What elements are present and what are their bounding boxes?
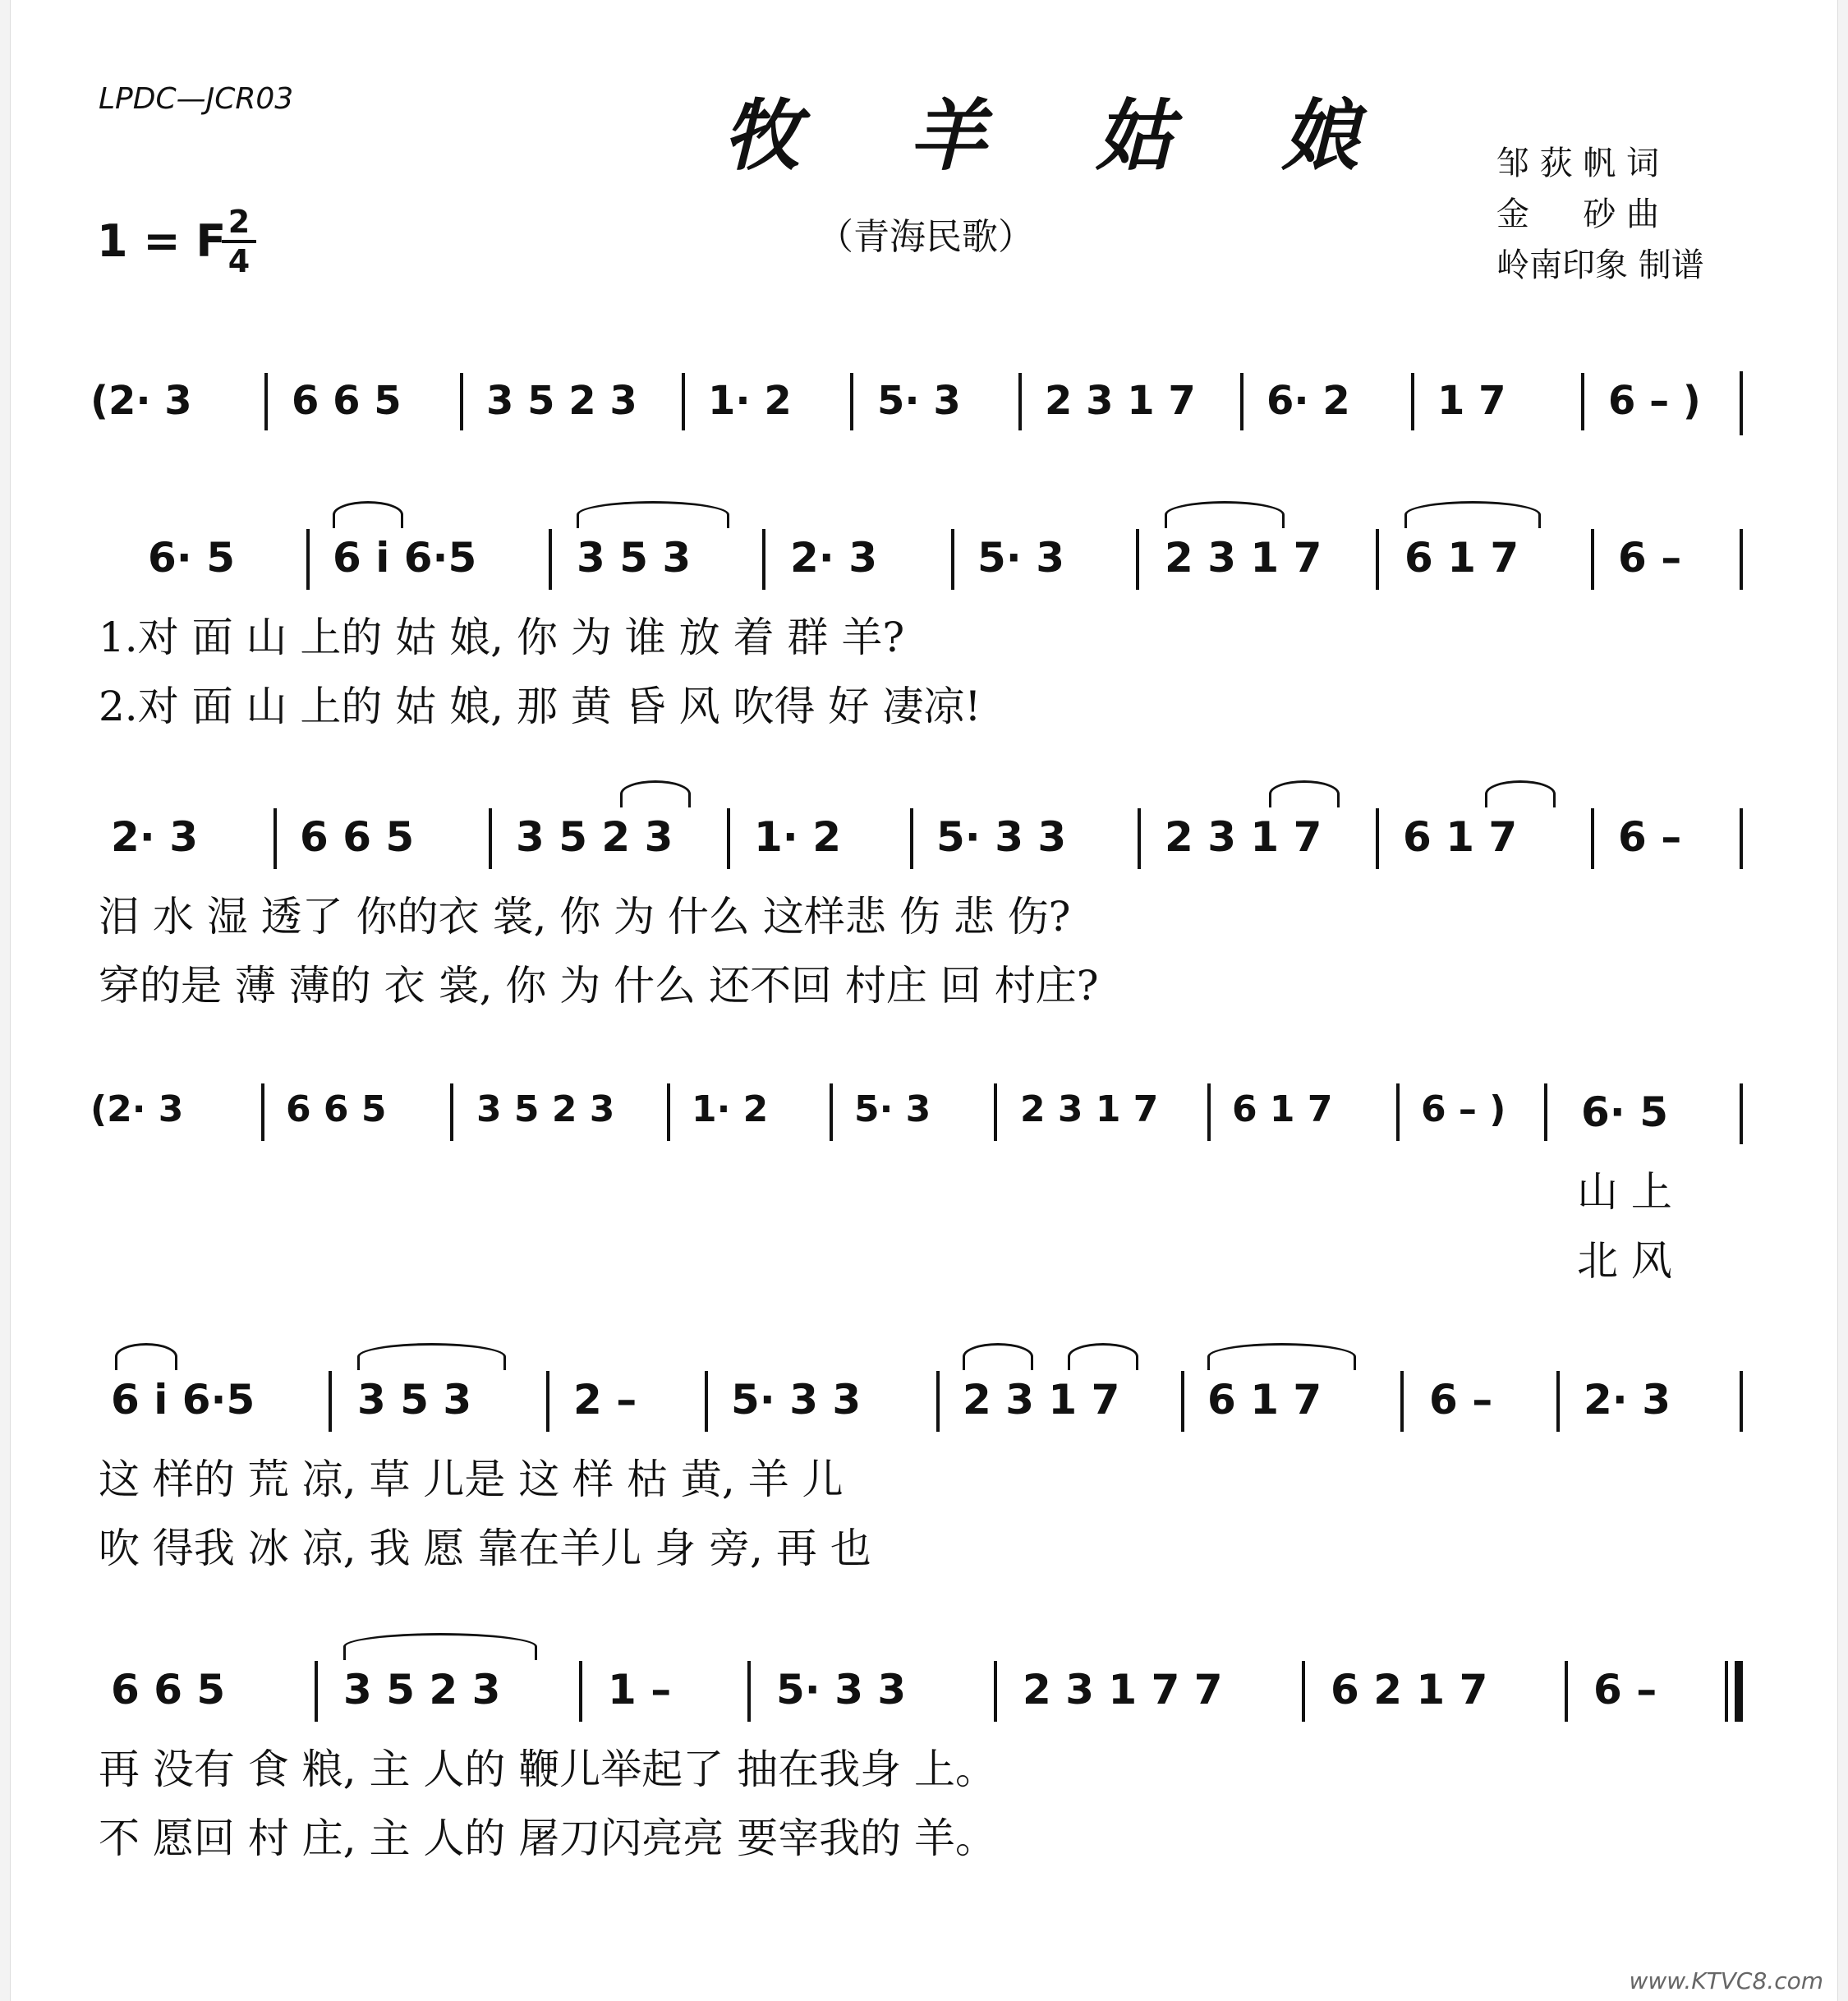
measure: 6· 5 (148, 534, 235, 582)
measure: 6 – (1593, 1666, 1657, 1714)
meter-bottom: 4 (228, 243, 251, 279)
measure: 6 1 7 (1403, 813, 1518, 861)
slur (1068, 1343, 1138, 1370)
final-barline-thin (1725, 1661, 1728, 1722)
credit-composer: 金 砂 曲 (1496, 196, 1660, 233)
measure: 6 6 5 (292, 378, 402, 424)
measure: 3 5 2 3 (516, 813, 673, 861)
measure: 3 5 2 3 (486, 378, 637, 424)
measure: 1· 2 (692, 1088, 769, 1130)
bar-line (264, 373, 268, 430)
left-edge-strip (0, 0, 11, 2001)
meter-top: 2 (228, 204, 251, 240)
bar-line (727, 808, 730, 869)
measure: 6 6 5 (286, 1088, 387, 1130)
slur (1165, 501, 1285, 528)
measure: 6· 5 (1581, 1088, 1668, 1136)
slur (1207, 1343, 1356, 1370)
slur (343, 1633, 537, 1660)
slur (357, 1343, 506, 1370)
measure: 2 3 1 7 7 (1023, 1666, 1223, 1714)
bar-line (450, 1083, 453, 1141)
lyrics-verse-1: 泪 水 湿 透了 你的衣 裳, 你 为 什么 这样悲 伤 悲 伤? (99, 893, 1071, 941)
bar-line (1376, 529, 1379, 590)
lyrics-verse-2: 吹 得我 冰 凉, 我 愿 靠在羊儿 身 旁, 再 也 (99, 1525, 871, 1572)
lyrics-verse-1: 再 没有 食 粮, 主 人的 鞭儿举起了 抽在我身 上。 (99, 1746, 997, 1793)
bar-line (546, 1371, 549, 1432)
bar-line (1591, 529, 1594, 590)
bar-line (274, 808, 277, 869)
bar-line (830, 1083, 833, 1141)
measure: 1 7 (1437, 378, 1506, 424)
bar-line (747, 1661, 751, 1722)
bar-line (1181, 1371, 1184, 1432)
measure: 6 i 6·5 (333, 534, 477, 582)
system-end-bar (1740, 529, 1743, 590)
bar-line (1302, 1661, 1305, 1722)
measure: 3 5 2 3 (476, 1088, 615, 1130)
measure: 6· 2 (1266, 378, 1350, 424)
bar-line (1376, 808, 1379, 869)
final-barline-thick (1735, 1661, 1743, 1722)
lyrics-verse-1: 这 样的 荒 凉, 草 儿是 这 样 枯 黄, 羊 儿 (99, 1456, 844, 1503)
bar-line (667, 1083, 670, 1141)
key-signature: 1 = F (97, 215, 227, 267)
bar-line (994, 1661, 997, 1722)
bar-line (910, 808, 913, 869)
measure: 6 – ) (1608, 378, 1701, 424)
measure: 5· 3 3 (936, 813, 1067, 861)
song-subtitle: （青海民歌） (817, 216, 1034, 258)
slur (1485, 780, 1556, 807)
bar-line (1565, 1661, 1568, 1722)
measure: 6 – (1618, 813, 1682, 861)
bar-line (549, 529, 552, 590)
measure: 1· 2 (708, 378, 792, 424)
measure: (2· 3 (90, 378, 192, 424)
measure: 1· 2 (754, 813, 841, 861)
measure: 6 – ) (1421, 1088, 1506, 1130)
bar-line (705, 1371, 708, 1432)
credit-transcriber: 岭南印象 制谱 (1496, 246, 1704, 284)
measure: 6 – (1429, 1376, 1493, 1424)
bar-line (1240, 373, 1243, 430)
watermark: www.KTVC8.com (1629, 1967, 1823, 1994)
slur (620, 780, 691, 807)
bar-line (1138, 808, 1141, 869)
catalog-number: LPDC—JCR03 (99, 82, 294, 116)
measure: 2 3 1 7 (1165, 813, 1322, 861)
bar-line (579, 1661, 582, 1722)
bar-line (951, 529, 954, 590)
bar-line (994, 1083, 997, 1141)
measure: 5· 3 (877, 378, 961, 424)
bar-line (1207, 1083, 1211, 1141)
measure: 6 6 5 (111, 1666, 226, 1714)
bar-line (936, 1371, 940, 1432)
measure: 2 3 1 7 (1020, 1088, 1159, 1130)
bar-line (1411, 373, 1414, 430)
bar-line (762, 529, 765, 590)
lyrics-verse-2: 2.对 面 山 上的 姑 娘, 那 黄 昏 风 吹得 好 凄凉! (99, 683, 981, 730)
bar-line (682, 373, 685, 430)
measure: 6 i 6·5 (111, 1376, 255, 1424)
measure: 6 – (1618, 534, 1682, 582)
credit-lyricist: 邹 荻 帆 词 (1496, 145, 1660, 182)
measure: 2 3 1 7 (963, 1376, 1120, 1424)
bar-line (1018, 373, 1022, 430)
system-end-bar (1740, 1083, 1743, 1144)
slur (577, 501, 729, 528)
measure: 5· 3 (977, 534, 1064, 582)
slur (1404, 501, 1541, 528)
measure: 5· 3 3 (776, 1666, 907, 1714)
slur (115, 1343, 177, 1370)
measure: 3 5 3 (357, 1376, 472, 1424)
measure: 2 3 1 7 (1165, 534, 1322, 582)
slur (333, 501, 403, 528)
measure: 6 6 5 (300, 813, 415, 861)
measure: 3 5 2 3 (343, 1666, 501, 1714)
measure: 6 1 7 (1232, 1088, 1333, 1130)
bar-line (1136, 529, 1139, 590)
measure: 2 – (573, 1376, 637, 1424)
lyrics-verse-1: 1.对 面 山 上的 姑 娘, 你 为 谁 放 着 群 羊? (99, 614, 905, 661)
bar-line (306, 529, 310, 590)
bar-line (315, 1661, 318, 1722)
measure: 6 1 7 (1207, 1376, 1322, 1424)
measure: 5· 3 (854, 1088, 931, 1130)
slur (963, 1343, 1033, 1370)
bar-line (1400, 1371, 1404, 1432)
measure: 5· 3 3 (731, 1376, 862, 1424)
system-end-bar (1740, 1371, 1743, 1432)
time-signature (222, 205, 256, 278)
lyrics-verse-2: 穿的是 薄 薄的 衣 裳, 你 为 什么 还不回 村庄 回 村庄? (99, 962, 1099, 1010)
lyrics-verse-2: 不 愿回 村 庄, 主 人的 屠刀闪亮亮 要宰我的 羊。 (99, 1815, 997, 1862)
measure: 6 2 1 7 (1331, 1666, 1488, 1714)
credits (1496, 138, 1704, 291)
measure: 1 – (608, 1666, 672, 1714)
bar-line (1544, 1083, 1547, 1141)
measure: (2· 3 (90, 1088, 184, 1130)
measure: 3 5 3 (577, 534, 692, 582)
system-end-bar (1740, 808, 1743, 869)
bar-line (1556, 1371, 1560, 1432)
bar-line (1396, 1083, 1400, 1141)
measure: 2· 3 (111, 813, 198, 861)
system-end-bar (1740, 371, 1743, 435)
lyrics-verse-1: 山 上 (1577, 1168, 1672, 1216)
bar-line (261, 1083, 264, 1141)
bar-line (329, 1371, 332, 1432)
measure: 6 1 7 (1404, 534, 1519, 582)
bar-line (1581, 373, 1584, 430)
measure: 2 3 1 7 (1045, 378, 1196, 424)
bar-line (489, 808, 492, 869)
measure: 2· 3 (1584, 1376, 1671, 1424)
lyrics-verse-2: 北 风 (1577, 1237, 1672, 1285)
right-edge-strip (1837, 0, 1848, 2001)
slur (1269, 780, 1340, 807)
bar-line (850, 373, 853, 430)
measure: 2· 3 (790, 534, 877, 582)
bar-line (460, 373, 463, 430)
bar-line (1591, 808, 1594, 869)
song-title: 牧 羊 姑 娘 (723, 91, 1400, 182)
